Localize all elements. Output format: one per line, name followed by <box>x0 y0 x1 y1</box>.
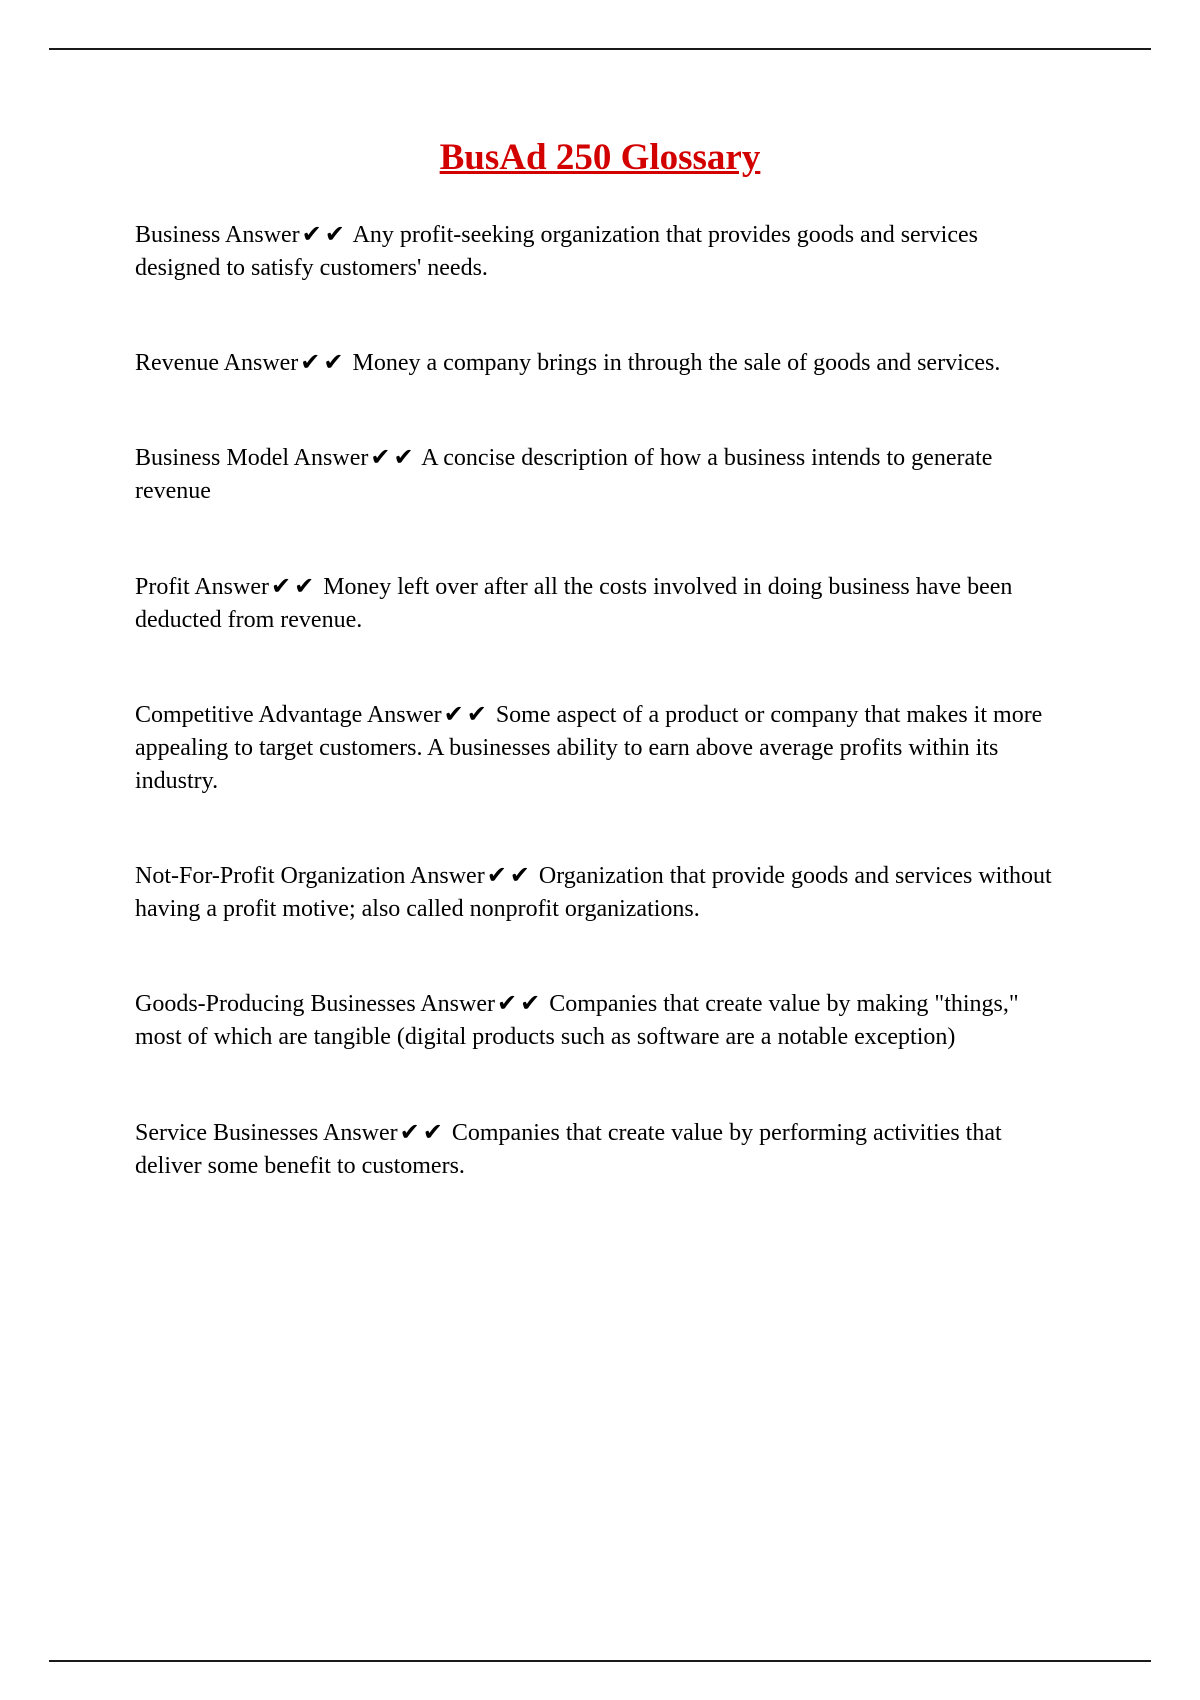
bottom-divider <box>49 1660 1151 1662</box>
entry-term-label: Goods-Producing Businesses Answer <box>135 991 495 1018</box>
glossary-entries <box>135 219 1065 1183</box>
glossary-entry <box>135 1117 1065 1183</box>
checkmark-icons: ✔✔ <box>370 445 417 472</box>
glossary-entry <box>135 988 1065 1054</box>
entry-definition: Money left over after all the costs involved in doing business have been deducted from revenue. <box>135 573 1013 633</box>
page-title: BusAd 250 Glossary <box>439 137 761 178</box>
checkmark-icons: ✔✔ <box>399 1119 446 1146</box>
top-divider <box>49 48 1151 50</box>
glossary-entry <box>135 347 1065 380</box>
entry-definition: Companies that create value by making "things," most of which are tangible (digital products such as software are a notable exception) <box>135 991 1019 1051</box>
entry-definition: Any profit-seeking organization that provides goods and services designed to satisfy customers' needs. <box>135 222 978 282</box>
glossary-entry <box>135 219 1065 285</box>
entry-definition: Money a company brings in through the sale of goods and services. <box>352 350 1001 377</box>
entry-term-label: Business Answer <box>135 222 300 248</box>
glossary-entry <box>135 860 1065 926</box>
glossary-entry <box>135 571 1065 637</box>
entry-term-label: Revenue Answer <box>135 350 299 377</box>
entry-term-label: Service Businesses Answer <box>135 1119 398 1146</box>
checkmark-icons: ✔✔ <box>271 573 318 600</box>
entry-definition: Organization that provide goods and services without having a profit motive; also called nonprofit organizations. <box>135 863 1052 923</box>
checkmark-icons: ✔✔ <box>300 350 347 377</box>
checkmark-icons: ✔✔ <box>486 863 533 890</box>
entry-term-label: Competitive Advantage Answer <box>135 701 442 728</box>
glossary-entry <box>135 699 1065 798</box>
entry-definition: Companies that create value by performing activities that deliver some benefit to customers. <box>135 1119 1002 1179</box>
entry-term-label: Profit Answer <box>135 573 269 600</box>
entry-definition: Some aspect of a product or company that makes it more appealing to target customers. A businesses ability to earn above average profits within its industry. <box>135 701 1043 794</box>
checkmark-icons: ✔✔ <box>443 701 490 728</box>
entry-definition: A concise description of how a business intends to generate revenue <box>135 445 993 505</box>
checkmark-icons: ✔✔ <box>497 991 544 1018</box>
checkmark-icons: ✔✔ <box>301 222 348 248</box>
entry-term-label: Business Model Answer <box>135 445 369 472</box>
entry-term-label: Not-For-Profit Organization Answer <box>135 863 485 890</box>
glossary-entry <box>135 442 1065 508</box>
